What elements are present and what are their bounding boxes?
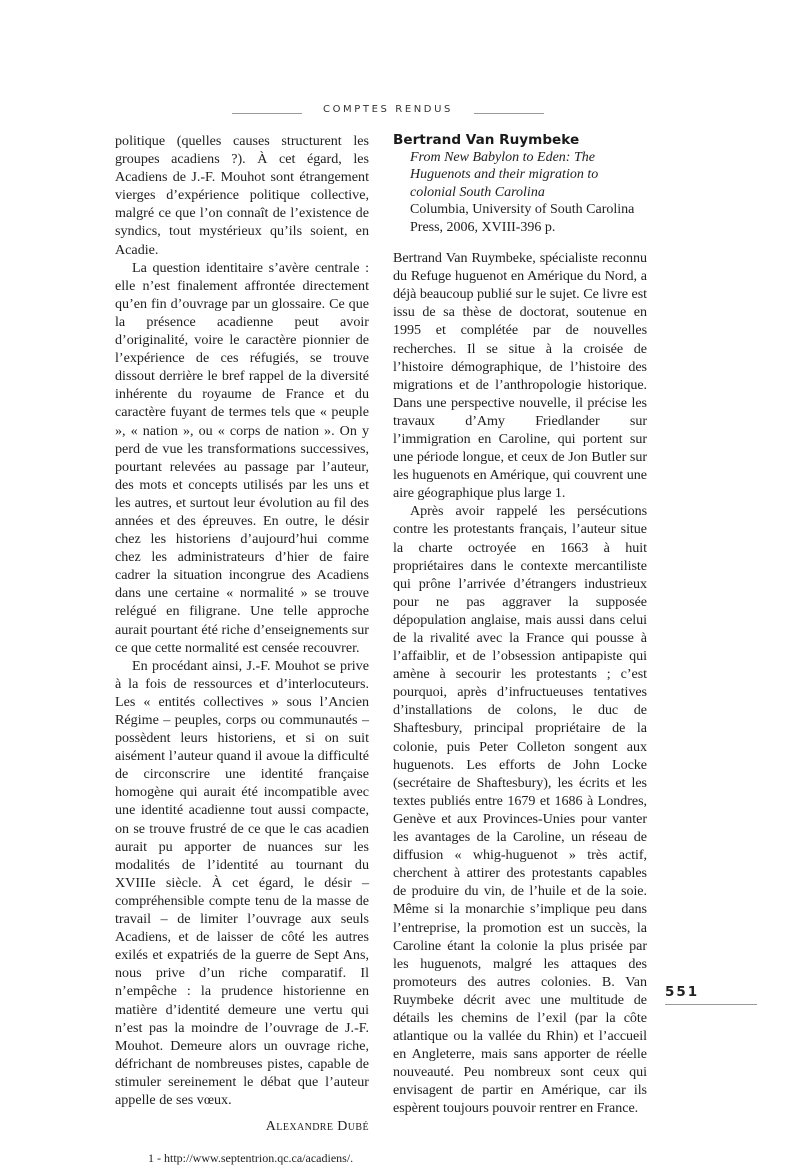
- page-number-rule: [665, 1004, 757, 1005]
- running-head-label: COMPTES RENDUS: [323, 104, 453, 115]
- left-paragraph-2: La question identitaire s’avère centrale : elle n’est finalement affrontée directement qu’en fin d’ouvrage par un glossaire. Ce que la présence acadienne peut avoir d’originalité, voire le caractère pionnier de l’expérience de ces réfugiés, se trouve dissout derrière le bref rappel de la diversité inhérente du royaume de France et du caractère fuyant de termes tels que « peuple », « nation », ou « corps de nation ». On y perd de vue les transformations successives, pourtant relevées au passage par l’auteur, des mots et concepts utilisés par les uns et les autres, et surtout leur évolution au fil des années et des épreuves. En outre, le désir chez les historiens d’aujourd’hui comme chez les administrateurs d’hier de faire cadrer la situation incongrue des Acadiens dans une certaine « normalité » se trouve relégué en filigrane. Une telle approche aurait pourtant été riche d’enseignements sur ce que cette normalité est censée recouvrer.: [115, 259, 369, 656]
- book-publication: Columbia, University of South Carolina Press, 2006, XVIII-396 p.: [410, 202, 635, 235]
- right-paragraph-1: Bertrand Van Ruymbeke, spécialiste reconnu du Refuge huguenot en Amérique du Nord, a déjà beaucoup publié sur le sujet. Ce livre est issu de sa thèse de doctorat, soutenue en 1995 et complétée par de nouvelles recherches. Il se situe à la croisée de l’histoire démographique, de l’histoire des migrations et de l’anthropologie historique. Dans une perspective nouvelle, il précise les travaux d’Amy Friedlander sur l’immigration en Caroline, qui portent sur une période longue, et ceux de Jon Butler sur les huguenots en Amérique, qui couvrent une aire géographique plus large 1.: [393, 250, 647, 502]
- book-reference: [393, 149, 647, 236]
- book-author: Bertrand Van Ruymbeke: [393, 132, 580, 148]
- book-title: From New Babylon to Eden: The Huguenots and their migration to colonial South Carolina: [410, 150, 599, 200]
- page-number-text: 551: [665, 984, 700, 1000]
- footnote: 1 - http://www.septentrion.qc.ca/acadiens/.: [148, 1151, 354, 1166]
- right-paragraph-2: Après avoir rappelé les persécutions contre les protestants français, l’auteur situe la charte octroyée en 1663 à huit propriétaires dans le contexte mercantiliste qui prône l’arrivée d’étrangers industrieux pour ne pas aggraver la supposée dépopulation anglaise, mais aussi dans celui de la rivalité avec la France qui pousse à l’affaiblir, et de l’obsession antipapiste qui amène à secourir les protestants ; c’est pourquoi, après d’infructueuses tentatives d’installations de colons, le duc de Shaftesbury, principal propriétaire de la colonie, puis Peter Colleton songent aux huguenots. Les efforts de John Locke (secrétaire de Shaftesbury), les écrits et les textes publiés entre 1679 et 1686 à Londres, Genève et aux Provinces-Unies pour vanter les avantages de la Caroline, un réseau de diffusion « whig-huguenot » très actif, cherchent à attirer des protestants capables de produire du vin, de l’huile et de la soie. Même si la monarchie s’implique peu dans l’entreprise, la promotion est un succès, la Caroline étant la colonie la plus prisée par les huguenots, malgré les attaques des promoteurs des autres colonies. B. Van Ruymbeke décrit avec une multitude de détails les chemins de l’exil (par la côte atlantique ou la vallée du Rhin) et l’accueil en Angleterre, mais sans apporter de réelle nouveauté. Peu nombreux sont ceux qui envisagent de partir en Amérique, car ils espèrent toujours pouvoir rentrer en France.: [393, 503, 647, 1117]
- left-paragraph-1: politique (quelles causes structurent les groupes acadiens ?). À cet égard, les Acadiens de J.-F. Mouhot sont étrangement vierges d’expérience politique collective, malgré ce que l’on connaît de l’existence de syndics, tout mystérieux qu’ils soient, en Acadie.: [115, 133, 369, 258]
- running-head-rule-right: [474, 113, 544, 114]
- left-paragraph-3: En procédant ainsi, J.-F. Mouhot se prive à la fois de ressources et d’interlocuteurs. Les « entités collectives » sous l’Ancien Régime – peuples, corps ou communautés – possèdent leurs historiens, et si on suit aisément l’auteur quand il avoue la difficulté de circonscrire une identité française homogène qui aurait été incompatible avec une identité acadienne tout aussi compacte, on se trouve frustré de ce que le cas acadien aurait pu apporter de nuances sur les modalités de l’identité au tournant du XVIIIe siècle. À cet égard, le désir – compréhensible compte tenu de la masse de travail – de limiter l’ouvrage aux seuls Acadiens, et de laisser de côté les autres exilés et expatriés de la guerre de Sept Ans, nous prive d’un riche comparatif. Il n’empêche : la prudence historienne en matière d’identité demeure une vertu qui n’est pas la moindre de l’ouvrage de J.-F. Mouhot. Demeure alors un ouvrage riche, défrichant de nombreuses pistes, capable de stimuler sereinement le débat que l’auteur appelle de ses vœux.: [115, 657, 369, 1108]
- right-column: [393, 131, 647, 1118]
- running-head: [232, 104, 544, 120]
- left-column: [115, 132, 369, 1166]
- page-number: [665, 983, 757, 1005]
- review-body: [393, 249, 647, 1118]
- review-signature: Alexandre Dubé: [265, 1119, 369, 1135]
